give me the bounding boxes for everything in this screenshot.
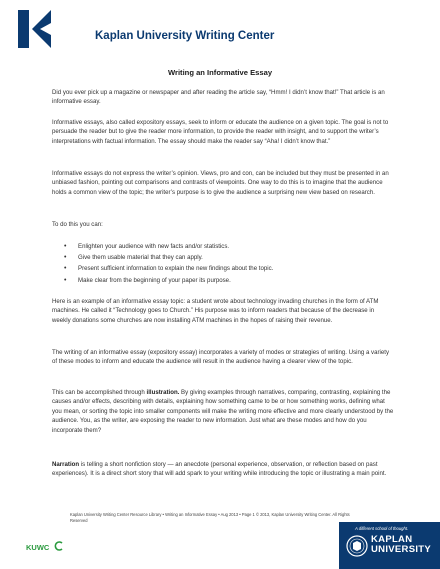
paragraph-narration: Narration is telling a short nonfiction story — an anecdote (personal experience, observation, or reflection based on past experiences). It is a direct short story that will add spark to your writing while introducing the topic or illustrating a main point. xyxy=(52,461,387,478)
list-item: • Enlighten your audience with new facts and/or statistics. xyxy=(64,241,384,252)
paragraph-modes: The writing of an informative essay (expository essay) incorporates a variety of modes or strategies of writing. Using a variety of these modes to inform and educate the audience will result in the audience having a clearer view of the topic. xyxy=(52,349,389,366)
paragraph-example: Here is an example of an informative essay topic: a student wrote about technology invading churches in the form of ATM machines. He called it “Technology goes to Church.” His purpose was to inform readers that because of the decrease in weekly donations some churches are now installing ATM machines in the hopes of raising their revenue. xyxy=(52,298,379,324)
paragraph-intro: Did you ever pick up a magazine or newspaper and after reading the article say, “Hmm! I didn’t know that!” That article is an informative essay. xyxy=(52,89,385,106)
kuwc-logo-icon xyxy=(26,537,70,552)
paragraph-illustration: This can be accomplished through illustration. By giving examples through narratives, comparing, contrasting, explaining the causes and/or effects, describing with details, explaining how something came to be or how something works, defining what you mean, or sorting the topic into smaller components will make the writing more effective and more clearly understood by the audience. You, as the writer, are exposing the reader to new information. Just what are these modes and how do you incorporate them? xyxy=(52,389,394,434)
page-header-title: Kaplan University Writing Center xyxy=(95,30,275,42)
kaplan-university-logo xyxy=(339,522,440,569)
list-item: • Present sufficient information to explain the new findings about the topic. xyxy=(64,263,384,274)
term-narration: Narration xyxy=(52,461,80,468)
university-seal-icon xyxy=(346,535,368,557)
kaplan-k-logo-icon xyxy=(18,10,52,48)
paragraph-todo-intro: To do this you can: xyxy=(52,221,103,228)
swoosh-icon xyxy=(54,541,64,551)
brand-tagline: A different school of thought. xyxy=(355,526,409,531)
kuwc-label: KUWC xyxy=(26,543,50,552)
paragraph-opinion: Informative essays do not express the writer’s opinion. Views, pro and con, can be included but they must be presented in an unbiased fashion, pointing out comparisons and contrasts of viewpoints. One way to do this is to imagine that the audience holds a common view of the topic; the writer’s purpose is to give the audience a surprising new view based on research. xyxy=(52,170,389,196)
brand-name: KAPLAN UNIVERSITY xyxy=(371,534,432,555)
list-item: • Give them usable material that they can apply. xyxy=(64,252,384,263)
term-illustration: illustration. xyxy=(146,389,180,396)
list-item: • Make clear from the beginning of your paper its purpose. xyxy=(64,275,384,286)
paragraph-definition: Informative essays, also called expository essays, seek to inform or educate the audience on a given topic. The goal is not to persuade the reader but to give the reader more information, to provide the reader with insight, and to support the writer’s interpretations with factual information. The essay should make the reader say “Aha! I didn’t know that.” xyxy=(52,119,389,145)
document-title: Writing an Informative Essay xyxy=(167,68,273,77)
footer-citation: Kaplan University Writing Center Resource Library • Writing an Informative Essay • Aug 2013 • Page 1 © 2013, Kaplan University Writing Center. All Rights Reserved xyxy=(70,512,350,523)
bullet-list xyxy=(64,241,384,286)
